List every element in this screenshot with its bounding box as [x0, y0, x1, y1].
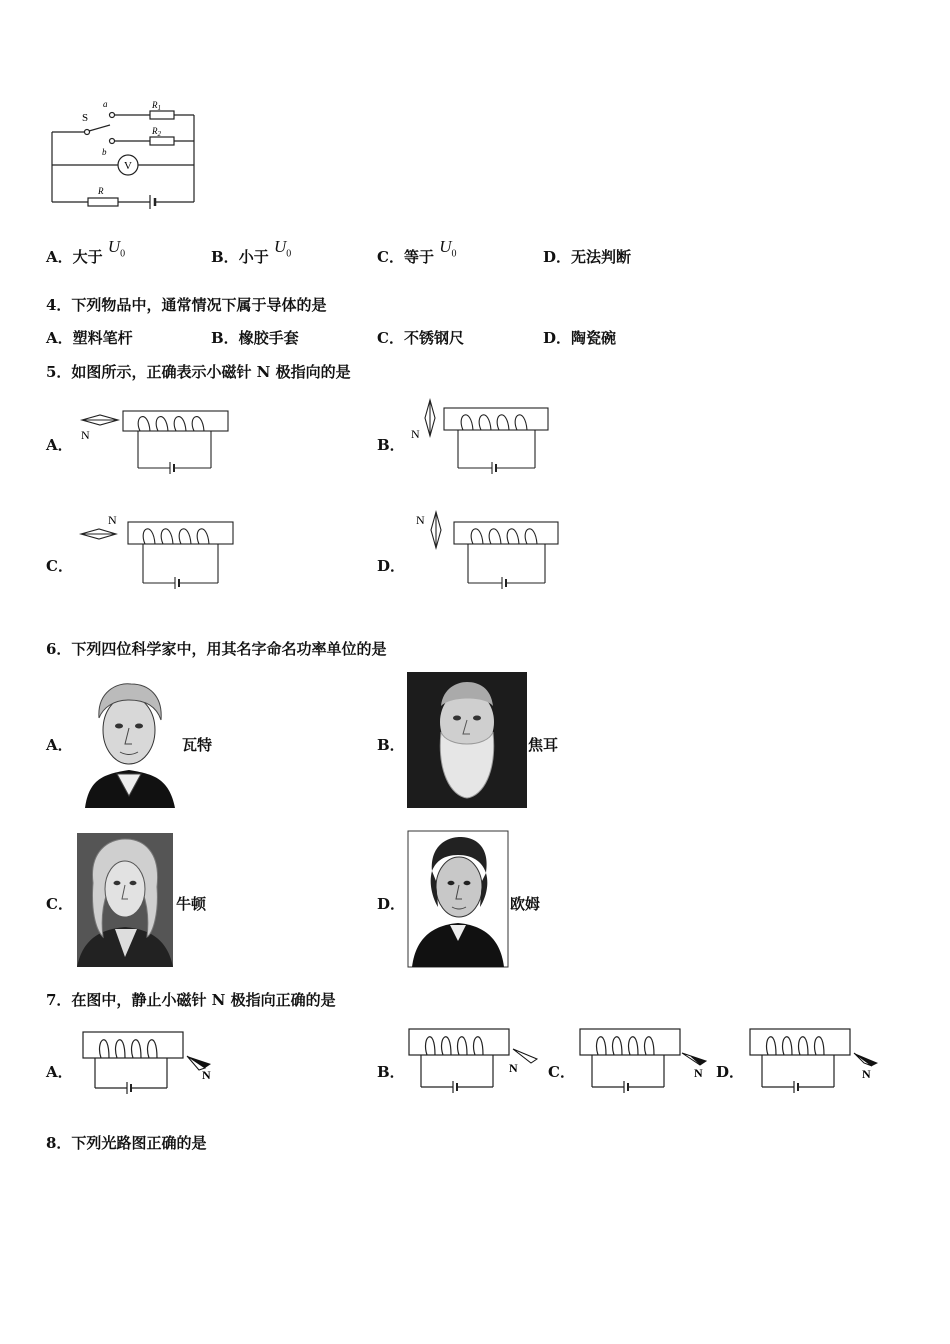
terminal-b-label: b: [102, 147, 107, 157]
q3-option-c[interactable]: C．等于 $U_0$: [377, 237, 457, 266]
q3-option-a[interactable]: A．大于 $U_0$: [46, 237, 126, 266]
q5-option-b-label[interactable]: B．: [377, 436, 405, 454]
q5-option-c-diagram[interactable]: [78, 510, 248, 590]
q5-option-d-label[interactable]: D．: [377, 557, 406, 575]
q6-option-a-label[interactable]: A．: [46, 736, 73, 754]
q6-option-b-name: 焦耳: [528, 736, 559, 754]
q7-option-d-label[interactable]: D．: [716, 1063, 745, 1081]
q5-stem: 5．如图所示，正确表示小磁针 N 极指向的是: [46, 363, 351, 381]
q4-stem: 4．下列物品中，通常情况下属于导体的是: [46, 296, 327, 314]
q7-option-c-diagram[interactable]: [580, 1025, 730, 1095]
pole-label: N: [411, 427, 420, 441]
portrait-ohm[interactable]: [408, 831, 508, 967]
q6-option-a-name: 瓦特: [182, 736, 213, 754]
q4-option-b[interactable]: B．橡胶手套: [211, 329, 299, 347]
u0-symbol: $U_0$: [107, 237, 126, 260]
pole-label: N: [81, 428, 90, 442]
q5-option-c-label[interactable]: C．: [46, 557, 73, 575]
q7-stem: 7．在图中，静止小磁针 N 极指向正确的是: [46, 991, 336, 1009]
portrait-joule[interactable]: [407, 672, 527, 808]
q7-option-c-label[interactable]: C．: [548, 1063, 575, 1081]
q8-stem: 8．下列光路图正确的是: [46, 1134, 207, 1152]
terminal-a-label: a: [103, 99, 108, 109]
r1-label: $R_1$: [152, 100, 161, 112]
pole-label: N: [108, 513, 117, 527]
q5-option-a-label[interactable]: A．: [46, 436, 73, 454]
switch-label: S: [82, 112, 89, 124]
u0-symbol: $U_0$: [439, 237, 457, 260]
q5-option-b-diagram[interactable]: [408, 398, 578, 478]
q6-stem: 6．下列四位科学家中，用其名字命名功率单位的是: [46, 640, 387, 658]
q6-option-c-label[interactable]: C．: [46, 895, 73, 913]
q5-option-a-diagram[interactable]: [78, 408, 248, 478]
q3-circuit-diagram: [40, 95, 240, 215]
pole-label: N: [416, 513, 425, 527]
pole-label: N: [202, 1068, 211, 1082]
q7-option-a-label[interactable]: A．: [46, 1063, 73, 1081]
pole-label: N: [509, 1061, 518, 1075]
q7-option-b-label[interactable]: B．: [377, 1063, 405, 1081]
q6-option-d-name: 欧姆: [510, 895, 541, 913]
q3-option-b[interactable]: B．小于 $U_0$: [211, 237, 292, 266]
q4-option-a[interactable]: A．塑料笔杆: [46, 329, 133, 347]
q4-option-c[interactable]: C．不锈钢尺: [377, 329, 464, 347]
pole-label: N: [694, 1066, 703, 1080]
portrait-newton[interactable]: [77, 833, 173, 967]
q6-option-b-label[interactable]: B．: [377, 736, 405, 754]
q6-option-d-label[interactable]: D．: [377, 895, 406, 913]
r2-label: $R_2$: [152, 126, 161, 138]
portrait-watt[interactable]: [77, 678, 181, 808]
r-label: R: [98, 186, 104, 196]
q3-option-d[interactable]: D．无法判断: [543, 248, 632, 266]
q7-option-d-diagram[interactable]: [750, 1025, 900, 1095]
q4-option-d[interactable]: D．陶瓷碗: [543, 329, 617, 347]
pole-label: N: [862, 1067, 871, 1081]
voltmeter-label: V: [124, 160, 132, 172]
q7-option-a-diagram[interactable]: [83, 1028, 233, 1098]
u0-symbol: $U_0$: [273, 237, 292, 260]
q7-option-b-diagram[interactable]: [409, 1025, 559, 1095]
q6-option-c-name: 牛顿: [176, 895, 207, 913]
q5-option-d-diagram[interactable]: [414, 510, 584, 590]
